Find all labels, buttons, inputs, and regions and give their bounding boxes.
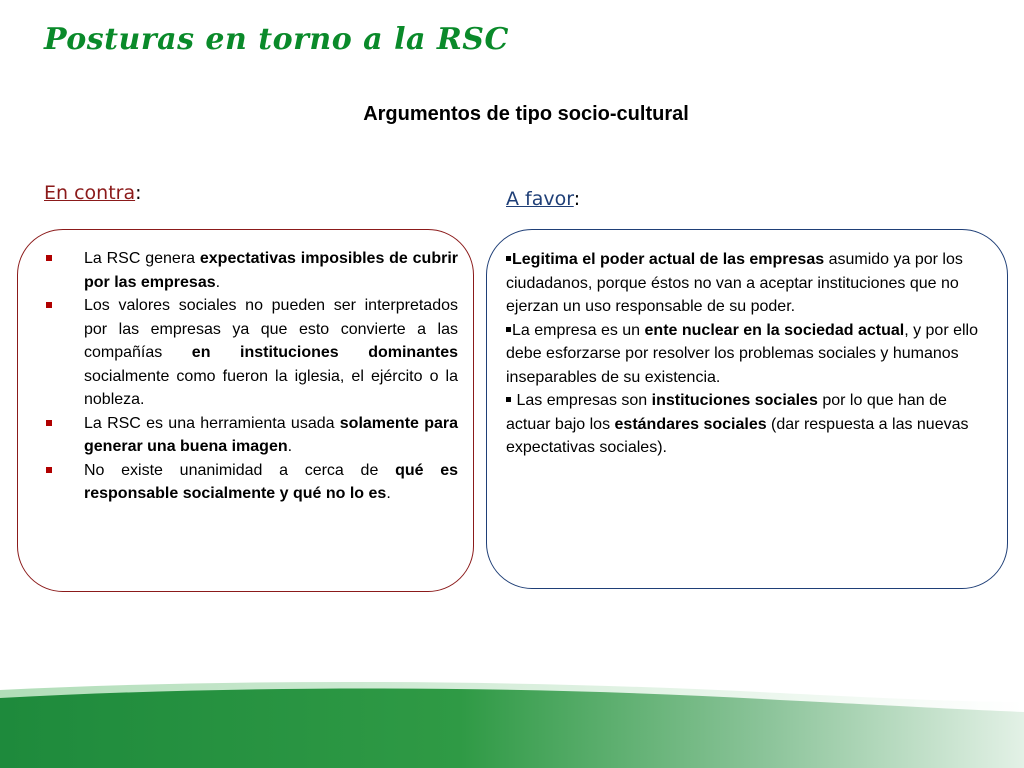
square-bullet-icon — [506, 397, 511, 402]
bold-text: estándares sociales — [614, 415, 767, 433]
favor-argument-item — [506, 248, 989, 319]
text-run: Los valores sociales no pueden ser interpretados por las empresas ya que esto convierte a las compañías — [84, 297, 458, 361]
text-run: No existe unanimidad a cerca de — [84, 461, 396, 479]
footer-wave-decoration — [0, 678, 1024, 768]
bold-text: instituciones sociales — [651, 392, 818, 409]
text-run: . — [215, 273, 221, 291]
against-argument-item — [46, 412, 458, 459]
square-bullet-icon — [46, 255, 52, 261]
bold-text: ente nuclear en la sociedad actual — [644, 321, 905, 339]
text-run: , y por ello debe esforzarse por resolver los problemas sociales y humanos inseparables de su existencia. — [506, 321, 978, 386]
square-bullet-icon — [506, 256, 511, 261]
text-run: Las empresas son — [512, 392, 652, 409]
against-heading — [44, 182, 142, 204]
favor-arguments-list — [506, 248, 989, 460]
against-argument-item — [46, 294, 458, 412]
favor-heading-colon: : — [573, 188, 581, 210]
bold-text: qué es responsable socialmente y qué no lo es — [84, 461, 459, 502]
text-run: La RSC genera — [84, 250, 200, 267]
text-run: por lo que han de actuar bajo los — [506, 392, 947, 433]
slide-subtitle: Argumentos de tipo socio-cultural — [363, 103, 689, 125]
favor-argument-item — [506, 389, 989, 460]
favor-heading-label: A favor — [506, 188, 574, 210]
square-bullet-icon — [506, 327, 511, 332]
slide-title: Posturas en torno a la RSC — [44, 22, 509, 57]
against-arguments-box — [17, 229, 474, 592]
text-run: La empresa es un — [512, 321, 645, 339]
bold-text: en instituciones dominantes — [191, 344, 458, 361]
text-run: asumido ya por los ciudadanos, porque éstos no van a aceptar instituciones que no ejerzan un uso responsable de su poder. — [506, 251, 963, 315]
against-heading-label: En contra — [44, 182, 136, 204]
text-run: (dar respuesta a las nuevas expectativas sociales). — [506, 415, 969, 456]
against-argument-item — [46, 247, 458, 294]
bold-text: expectativas imposibles de cubrir por las empresas — [84, 250, 459, 291]
square-bullet-icon — [46, 467, 52, 473]
bold-text: solamente para generar una buena imagen — [84, 414, 458, 455]
square-bullet-icon — [46, 420, 52, 426]
square-bullet-icon — [46, 302, 52, 308]
text-run: socialmente como fueron la iglesia, el ejército o la nobleza. — [84, 367, 458, 408]
text-run: . — [287, 438, 293, 455]
text-run: La RSC es una herramienta usada — [84, 414, 340, 432]
bold-text: Legitima el poder actual de las empresas — [512, 251, 825, 268]
against-heading-colon: : — [135, 182, 142, 204]
favor-arguments-box — [486, 229, 1008, 589]
against-argument-item — [46, 459, 458, 506]
favor-heading — [506, 188, 580, 210]
text-run: . — [386, 485, 391, 502]
favor-argument-item — [506, 319, 989, 390]
against-arguments-list — [46, 247, 458, 506]
